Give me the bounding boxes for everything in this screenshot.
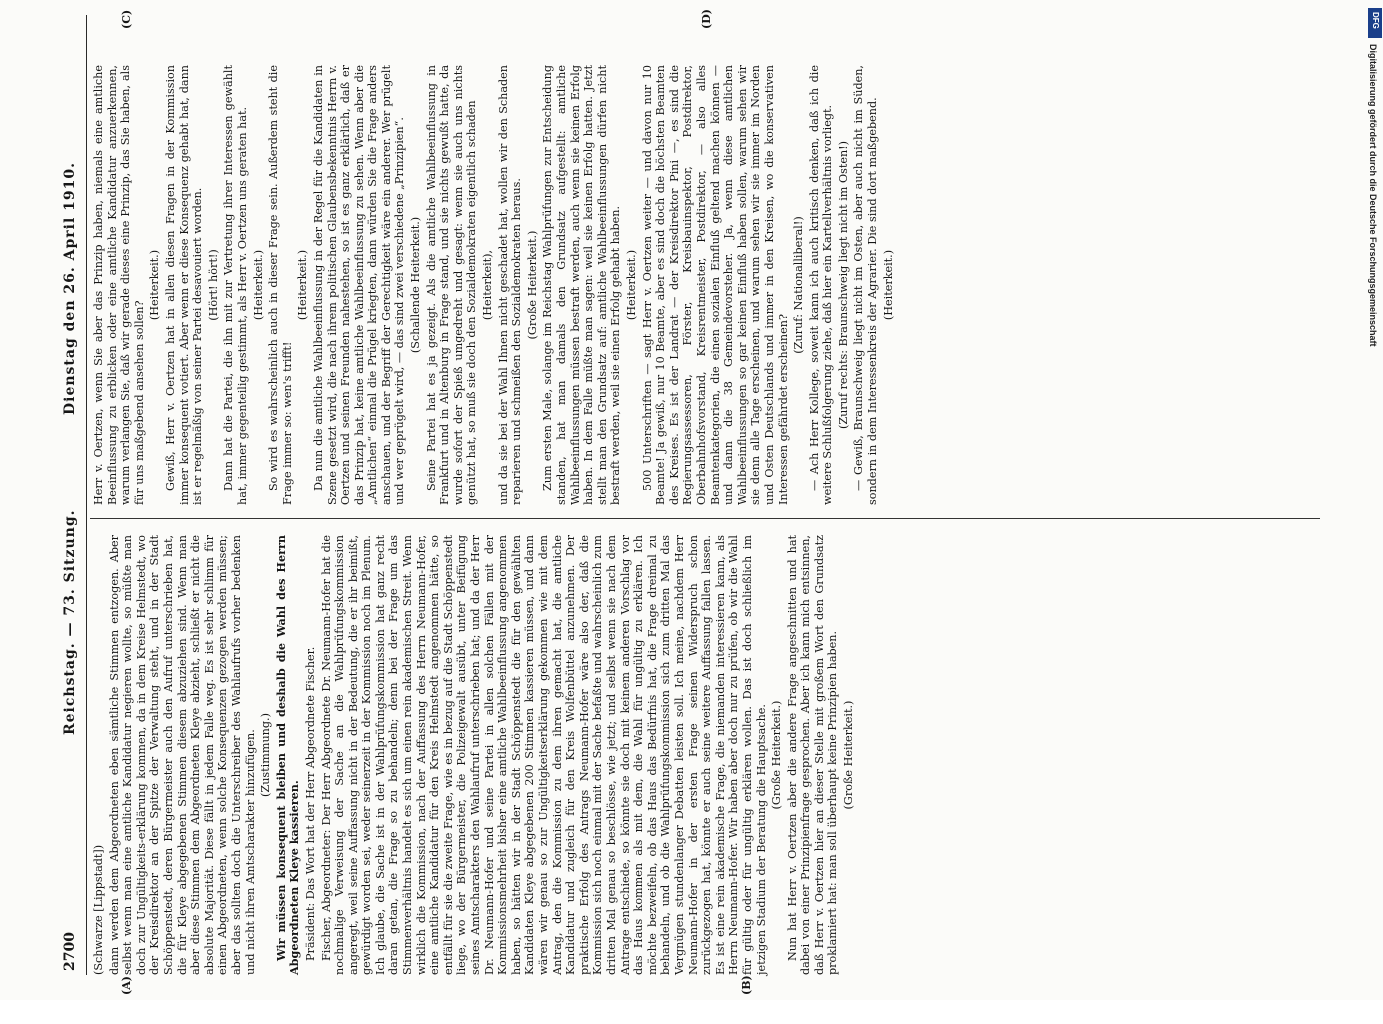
speech-paragraph: Seine Partei hat es ja gezeigt. Als die amtliche Wahlbeeinflussung in Frankfurt und in Altenburg in Frage stand, und sie nichts gewußt hatte, da wurde sofort der Spieß umgedreht und gesagt: wenn sie auch uns nichts genützt hat, so muß sie doch den Sozialdemokraten eigentlich schaden: [424, 65, 479, 505]
margin-marker-a: (A): [120, 976, 133, 995]
speech-paragraph: — Ach Herr Kollege, soweit kann ich auch kritisch denken, daß ich die weitere Schlußfolgerung ziehe, daß hier ein Kartellverhältnis vorliegt.: [807, 65, 835, 505]
speech-paragraph: Dann hat die Partei, die ihn mit zur Vertretung ihrer Interessen gewählt hat, immer gegenteilig gestimmt, als Herr v. Oertzen uns geraten hat.: [222, 65, 249, 505]
page-header: [60, 15, 84, 975]
paragraph: dann werden dem Abgeordneten eben sämtliche Stimmen entzogen. Aber selbst wenn man eine amtliche Kandidatur negieren wollte, so müßte man doch zur Ungültigkeits-erklärung kommen, da in dem Kreise Helmstedt, wo der Kreisdirektor an der Spitze der Verwaltung steht, und in der Stadt Schöppenstedt, deren Bürgermeister auch den Aufruf unterschrieben hat, die für Kleye abgegebenen Stimmen diesem abzuziehen sind. Wenn man aber diese Stimmen dem Abgeordneten Kleye abzieht, schließt er nicht die absolute Majorität. Diese fällt in jedem Falle weg. Es ist sehr schlimm für einen Abgeordneten, wenn solche Konsequenzen gezogen werden müssen; aber das sollten doch die Unterschreiber des Wahlaufrufs vorher bedenken und nicht ihren Amtscharakter hinzufügen.: [107, 535, 257, 975]
credit-text: Digitalisierung gefördert durch die Deutsche Forschungsgemeinschaft: [1368, 44, 1378, 347]
interjection: (Große Heiterkeit.): [842, 700, 856, 810]
margin-marker-b: (B): [740, 975, 753, 995]
speech-paragraph: Zum ersten Male, solange im Reichstag Wahlprüfungen zur Entscheidung standen, hat man damals den Grundsatz aufgestellt: amtliche Wahlbeeinflussungen müssen bestraft werden, auch wenn sie keinen Erfolg haben. In dem Falle müßte man sagen: weil sie keinen Erfolg hatten. Jetzt stellt man den Grundsatz auf: amtliche Wahlbeeinflussungen dürfen nicht bestraft werden, weil sie einen Erfolg gehabt haben.: [541, 65, 623, 505]
speech-paragraph: — Gewiß, Braunschweig liegt nicht im Osten, aber auch nicht im Süden, sondern in dem Interessenkreis der Agrarier. Die sind dort maßgebend.: [852, 65, 880, 505]
dfg-logo: [1368, 8, 1382, 38]
speech-paragraph: Herr v. Oertzen, wenn Sie aber das Prinzip haben, niemals eine amtliche Beeinflussung zu erblicken oder eine amtliche Kandidatur anzuerkennen, warum verlangen Sie, daß wir gerade dieses eine Prinzip, das Sie haben, als für uns maßgebend ansehen sollen?: [92, 65, 146, 505]
speech-paragraph: Fischer, Abgeordneter: Der Herr Abgeordnete Dr. Neumann-Hofer hat die nochmalige Verweisung der Sache an die Wahlprüfungskommission angeregt, weil seine Auffassung nicht in der Bedeutung, die er ihr beimißt, gewürdigt worden sei, weder seinerzeit in der Kommission noch im Plenum. Ich glaube, die Sache ist in der Wahlprüfungskommission hat ganz recht daran getan, die Frage so zu behandeln; denn bei der Frage um das Stimmenverhältnis handelt es sich um einen rein akademischen Streit. Wenn wirklich die Kommission, nach der Auffassung des Herrn Neumann-Hofer, eine amtliche Kandidatur für den Kreis Helmstedt angenommen hätte, so entfällt für sie die zweite Frage, wie es in bezug auf die Stadt Schöppenstedt liege, wo der Bürgermeister, die Polizeigewalt ausübt, unter Beifügung seines Amtscharakters den Wahlaufruf unterschrieben hat; und da der Herr Dr. Neumann-Hofer und seine Partei in allen solchen Fällen mit der Kommissionsmehrheit bisher eine amtliche Wahlbeeinflussung angenommen haben, so hätten wir in der Stadt Schöppenstedt die für den gewählten Kandidaten Kleye abgegebenen 200 Stimmen kassieren müssen, und dann wären wir genau so zur Ungültigkeitserklärung gekommen wie mit dem Antrag, den die Kommission zu dem ihren gemacht hat, die amtliche Kandidatur und zugleich für den Kreis Wolfenbüttel anzunehmen. Der praktische Erfolg des Antrags Neumann-Hofer wäre also der, daß die Kommission sich noch einmal mit der Sache befaßte und wahrscheinlich zum dritten Mal genau so beschlösse, wie jetzt; und selbst wenn sie nach dem Antrage entschiede, so könnte sie doch mit keinem anderen Vorschlag vor das Haus kommen als mit dem, die Wahl für ungültig zu erklären. Ich möchte bezweifeln, ob das Haus das Bedürfnis hat, die Frage dreimal zu behandeln, und ob die Wahlprüfungskommission sich zum dritten Mal das Vergnügen stundenlanger Debatten leisten soll. Ich meine, nachdem Herr Neumann-Hofer in der ersten Frage seinen Widerspruch schon zurückgezogen hat, könnte er auch seine weitere Auffassung fallen lassen. Es ist eine rein akademische Frage, die niemanden interessieren kann, als Herrn Neumann-Hofer. Wir haben aber doch nur zu prüfen, ob wir die Wahl für gültig oder für ungültig erklären wollen. Das ist doch schließlich im jetzigen Stadium der Beratung die Hauptsache.: [319, 535, 768, 975]
page-number: 2700: [62, 932, 78, 971]
interjection: (Heiterkeit),: [481, 249, 495, 321]
left-column: [92, 535, 858, 975]
speech-paragraph: 500 Unterschriften — sagt Herr v. Oertzen weiter — und davon nur 10 Beamte! Ja gewiß, nur 10 Beamte, aber es sind doch die höchsten Beamten des Kreises. Es ist der Landrat — der Kreisdirektor Pini —, es sind die Regierungsassessoren, Förster, Kreisbauinspektor, Postdirektor, Oberbahnhofsvorstand, Kreisrentmeister, Postdirektor, — also alles Beamtenkategorien, die einen sozialen Einfluß geltend machen können — und dann die 38 Gemeindevorsteher. Ja, wenn diese amtlichen Wahlbeeinflussungen so gar keinen Einfluß haben sollen, warum sehen wir sie denn alle Tage erscheinen, und warum sehen wir sie immer im Norden und Osten Deutschlands und immer in den Kreisen, wo die konservativen Interessen gefährdet erscheinen?: [640, 65, 790, 505]
interjection: (Zustimmung.): [259, 713, 273, 797]
session-title: Reichstag. — 73. Sitzung.: [62, 509, 78, 735]
header-rule: [86, 15, 87, 975]
rotated-newspaper-page: [60, 9, 1322, 995]
session-date: Dienstag den 26. April 1910.: [62, 162, 78, 415]
margin-marker-c: (C): [120, 9, 133, 29]
column-divider: [90, 518, 1320, 519]
interjection: (Zuruf: Nationalliberal!): [792, 216, 806, 354]
interjection: (Hört! hört!): [206, 249, 220, 321]
interjection: (Schallende Heiterkeit.): [409, 216, 423, 354]
speech-paragraph: Gewiß, Herr v. Oertzen hat in allen diesen Fragen in der Kommission immer konsequent votiert. Aber wenn er diese Konsequenz gehabt hat, dann ist er regelmäßig von seiner Partei desavouiert worden.: [163, 65, 205, 505]
interjection: (Heiterkeit.): [624, 249, 638, 321]
margin-marker-d: (D): [700, 9, 713, 29]
interjection: (Heiterkeit.): [251, 249, 265, 321]
speech-paragraph: So wird es wahrscheinlich auch in dieser Frage sein. Außerdem steht die Frage immer so: wen's trifft!: [267, 65, 294, 505]
interjection: (Große Heiterkeit.): [525, 230, 539, 340]
speaker-attribution: (Schwarze [Lippstadt]): [92, 844, 105, 975]
president-remark: Präsident: Das Wort hat der Herr Abgeordnete Fischer.: [303, 646, 317, 961]
interjection: (Heiterkeit.): [881, 249, 895, 321]
speech-paragraph: und da sie bei der Wahl Ihnen nicht geschadet hat, wollen wir den Schaden reparieren und schmeißen den Sozialdemokraten heraus.: [496, 65, 524, 505]
interjection: (Heiterkeit.): [148, 249, 162, 321]
right-column: [92, 65, 897, 505]
interjection: (Heiterkeit.): [296, 249, 310, 321]
speech-paragraph: Nun hat Herr v. Oertzen aber die andere Frage angeschnitten und hat dabei von einer Prinzipienfrage gesprochen. Aber ich kann mich entsinnen, daß Herr v. Oertzen hier an dieser Stelle mit großem Wort den Grundsatz proklamiert hat: man soll überhaupt keine Prinzipien haben.: [785, 535, 840, 975]
dfg-logo-text: DFG: [1371, 12, 1380, 29]
speech-paragraph: Da nun die amtliche Wahlbeeinflussung in der Regel für die Kandidaten in Szene gesetzt wird, die nach ihrem politischen Glaubensbekenntnis Herrn v. Oertzen und seinen Freunden nahestehen, so ist es ganz erklärlich, daß er das Prinzip hat, keine amtliche Wahlbeeinflussung zu sehen. Wenn aber die „Amtlichen“ einmal die Prügel kriegten, dann würden Sie die Frage anders anschauen, und der Begriff der Gerechtigkeit wäre ein anderer. Wer prügelt und wer geprügelt wird, — das sind zwei verschiedene „Prinzipien“.: [311, 65, 407, 505]
paragraph: Wir müssen konsequent bleiben und deshalb die Wahl des Herrn Abgeordneten Kleye kassieren.: [273, 535, 302, 975]
interjection: (Große Heiterkeit.): [770, 700, 784, 810]
interjection: (Zuruf rechts: Braunschweig liegt nicht im Osten!): [836, 140, 850, 430]
digitization-credit: [1366, 44, 1378, 1024]
